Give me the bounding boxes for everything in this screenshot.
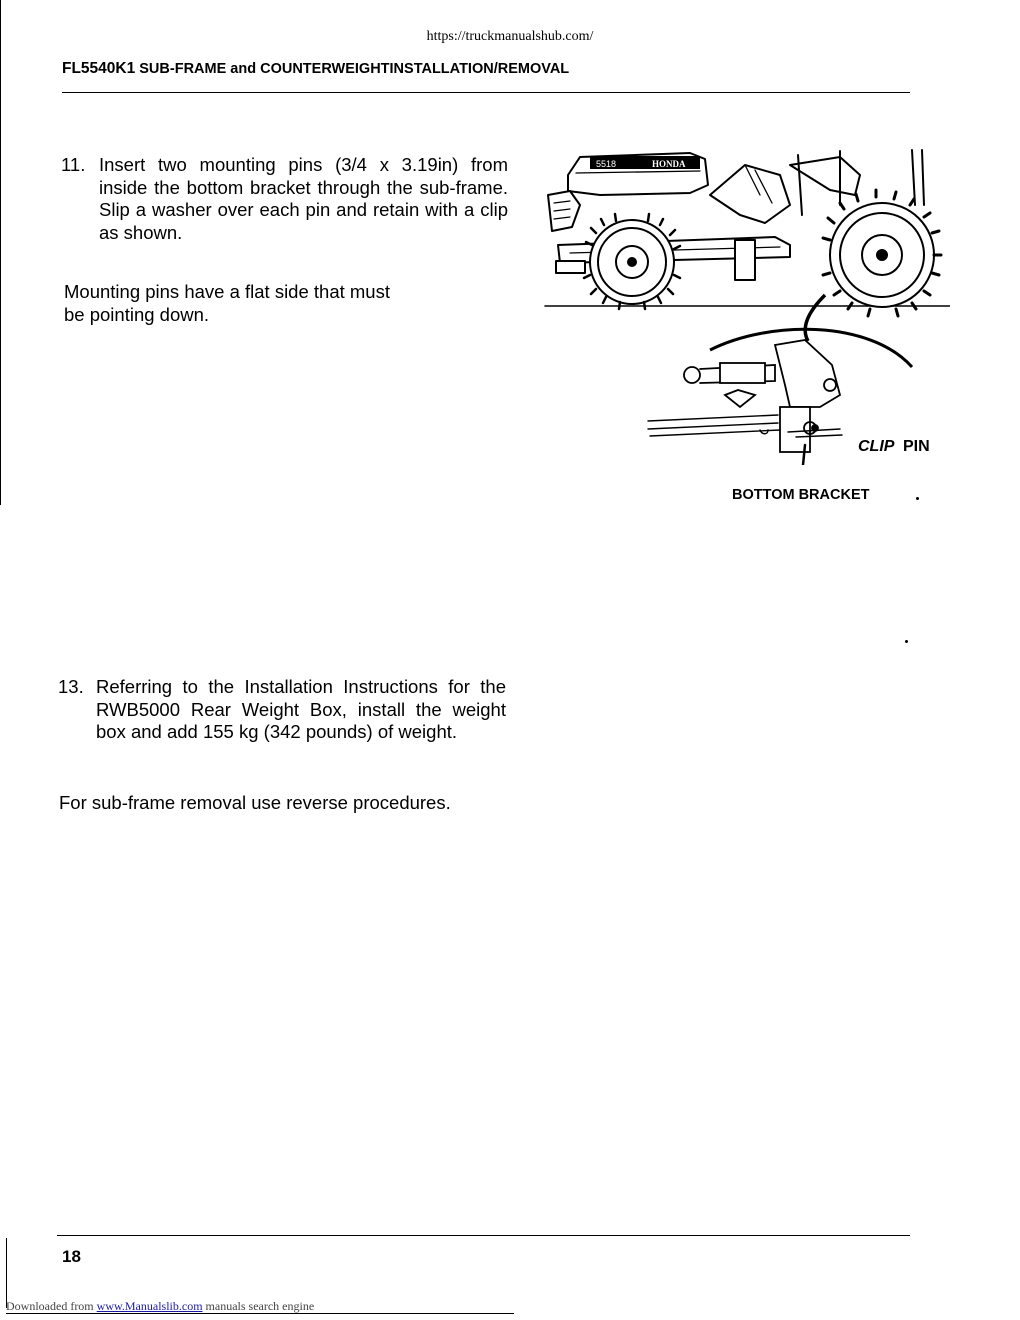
page-title	[62, 60, 569, 78]
footer-prefix: Downloaded from	[6, 1299, 94, 1313]
footer-suffix: manuals search engine	[205, 1299, 315, 1313]
model-badge-text: 5518	[596, 159, 617, 169]
step-11-text: Insert two mounting pins (3/4 x 3.19in) from inside the bottom bracket through the sub-frame. Slip a washer over each pin and retain with a clip as shown.	[99, 154, 508, 243]
brand-badge-text: HONDA	[652, 159, 686, 169]
stray-mark	[916, 497, 919, 500]
source-url[interactable]: https://truckmanualshub.com/	[426, 29, 594, 44]
step-13	[58, 676, 506, 744]
note-line-2: be pointing down.	[64, 304, 210, 325]
pin-label: PIN	[903, 438, 930, 455]
title-subject: SUB-FRAME and COUNTERWEIGHT	[139, 61, 390, 77]
footer-rule	[57, 1235, 910, 1236]
clip-label: CLIP	[858, 438, 895, 455]
left-margin-mark	[6, 1238, 7, 1308]
note-line-1: Mounting pins have a flat side that must	[64, 281, 390, 302]
removal-note: For sub-frame removal use reverse procedures.	[59, 792, 451, 813]
step-11	[61, 154, 508, 244]
left-margin-bar	[0, 0, 1, 505]
tractor-subframe-illustration	[540, 145, 950, 465]
bottom-bracket-label: BOTTOM BRACKET	[732, 487, 870, 503]
download-footer	[6, 1299, 314, 1314]
title-model: FL5540K1	[62, 60, 136, 77]
step-13-text: Referring to the Installation Instructions for the RWB5000 Rear Weight Box, install the weight box and add 155 kg (342 pounds) of weight.	[96, 676, 506, 742]
title-action: INSTALLATION/REMOVAL	[389, 61, 570, 77]
footer-underline	[6, 1313, 514, 1314]
page-number: 18	[62, 1247, 81, 1266]
step-11-number: 11.	[61, 154, 86, 175]
stray-mark	[905, 640, 908, 643]
mounting-pin-note	[64, 280, 484, 326]
header-rule	[62, 92, 910, 93]
step-13-number: 13.	[58, 676, 84, 697]
manualslib-link[interactable]: www.Manualslib.com	[96, 1299, 203, 1313]
